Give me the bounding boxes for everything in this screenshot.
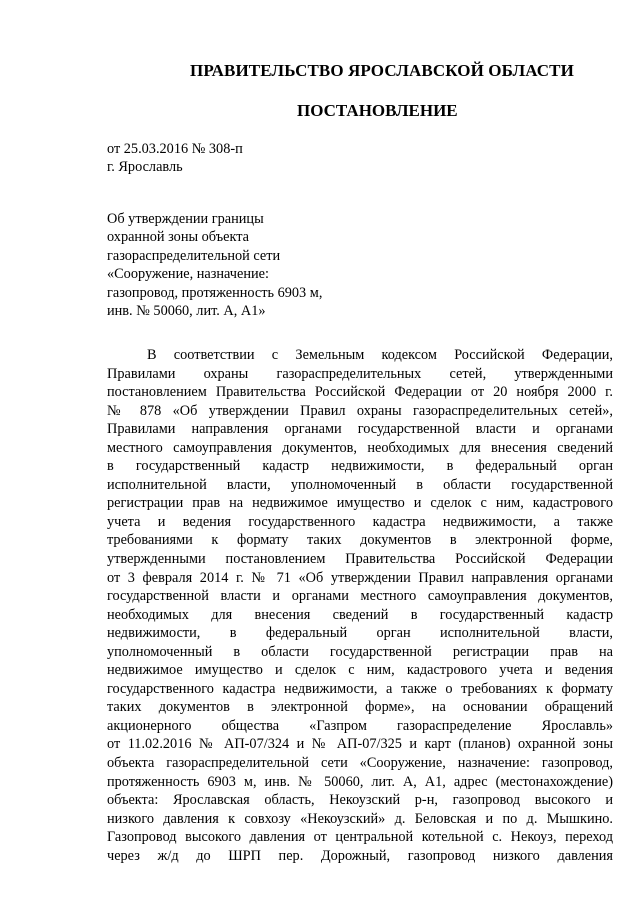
- body-line: протяженность 6903 м, инв. № 50060, лит. А, А1, адрес (местонахождение): [107, 773, 613, 790]
- body-line: от 11.02.2016 № АП-07/324 и № АП-07/325 и карт (планов) охранной зоны: [107, 736, 613, 753]
- body-line: таких документов в электронной форме», на основании обращений: [107, 699, 613, 716]
- body-line: Правилами охраны газораспределительных сетей, утвержденными: [107, 365, 613, 382]
- subject-line: газораспределительной сети: [107, 247, 281, 264]
- body-line: местного самоуправления документов, необходимых для внесения сведений: [107, 439, 613, 456]
- city: г. Ярославль: [107, 159, 183, 175]
- body-line: в государственный кадастр недвижимости, в федеральный орган: [107, 458, 613, 475]
- body-line: уполномоченный в области государственной регистрации прав на: [107, 643, 613, 660]
- subject-line: «Сооружение, назначение:: [107, 266, 269, 283]
- subject-line: Об утверждении границы: [107, 211, 264, 227]
- body-line: Правилами направления органами государственной власти и органами: [107, 421, 613, 438]
- body-line: постановлением Правительства Российской Федерации от 20 ноября 2000 г.: [107, 384, 613, 401]
- body-line: необходимых для внесения сведений в государственный кадастр: [107, 606, 613, 623]
- body-line: низкого давления к совхозу «Некоузский» д. Беловская и по д. Мышкино.: [107, 810, 613, 827]
- subject-line: охранной зоны объекта: [107, 229, 249, 246]
- document-subject: [107, 210, 322, 320]
- body-paragraph: [107, 346, 613, 865]
- body-line: недвижимое имущество и сделок с ним, кадастрового учета и ведения: [107, 662, 613, 679]
- body-line: требованиями к формату таких документов в электронной форме,: [107, 532, 613, 549]
- body-line: государственной власти и органами местного самоуправления документов,: [107, 588, 613, 605]
- body-line: через ж/д до ШРП пер. Дорожный, газопровод низкого давления: [107, 847, 613, 864]
- body-line: объекта: Ярославская область, Некоузский р-н, газопровод высокого и: [107, 792, 613, 809]
- body-line: утвержденными постановлением Правительства Российской Федерации: [107, 551, 613, 568]
- government-title: ПРАВИТЕЛЬСТВО ЯРОСЛАВСКОЙ ОБЛАСТИ: [190, 61, 574, 80]
- date-number: от 25.03.2016 № 308-п: [107, 141, 243, 157]
- subject-line: инв. № 50060, лит. А, А1»: [107, 303, 266, 320]
- body-line: регистрации прав на недвижимое имущество и сделок с ним, кадастрового: [107, 495, 613, 512]
- body-line: учета и ведения государственного кадастра недвижимости, а также: [107, 513, 613, 530]
- body-line: исполнительной власти, уполномоченный в области государственной: [107, 476, 613, 493]
- document-meta: [107, 140, 243, 176]
- body-line: Газопровод высокого давления от центральной котельной с. Некоуз, переход: [107, 829, 613, 846]
- document-type-heading: ПОСТАНОВЛЕНИЕ: [297, 101, 458, 120]
- body-line: акционерного общества «Газпром газораспределение Ярославль»: [107, 717, 613, 734]
- subject-line: газопровод, протяженность 6903 м,: [107, 284, 323, 301]
- body-line: государственного кадастра недвижимости, а также о требованиях к формату: [107, 680, 613, 697]
- body-line: В соответствии с Земельным кодексом Российской Федерации,: [147, 347, 613, 363]
- body-line: № 878 «Об утверждении Правил охраны газораспределительных сетей»,: [107, 402, 613, 419]
- body-line: от 3 февраля 2014 г. № 71 «Об утверждении Правил направления органами: [107, 569, 613, 586]
- body-line: объекта газораспределительной сети «Сооружение, назначение: газопровод,: [107, 755, 613, 772]
- body-line: недвижимости, в федеральный орган исполнительной власти,: [107, 625, 613, 642]
